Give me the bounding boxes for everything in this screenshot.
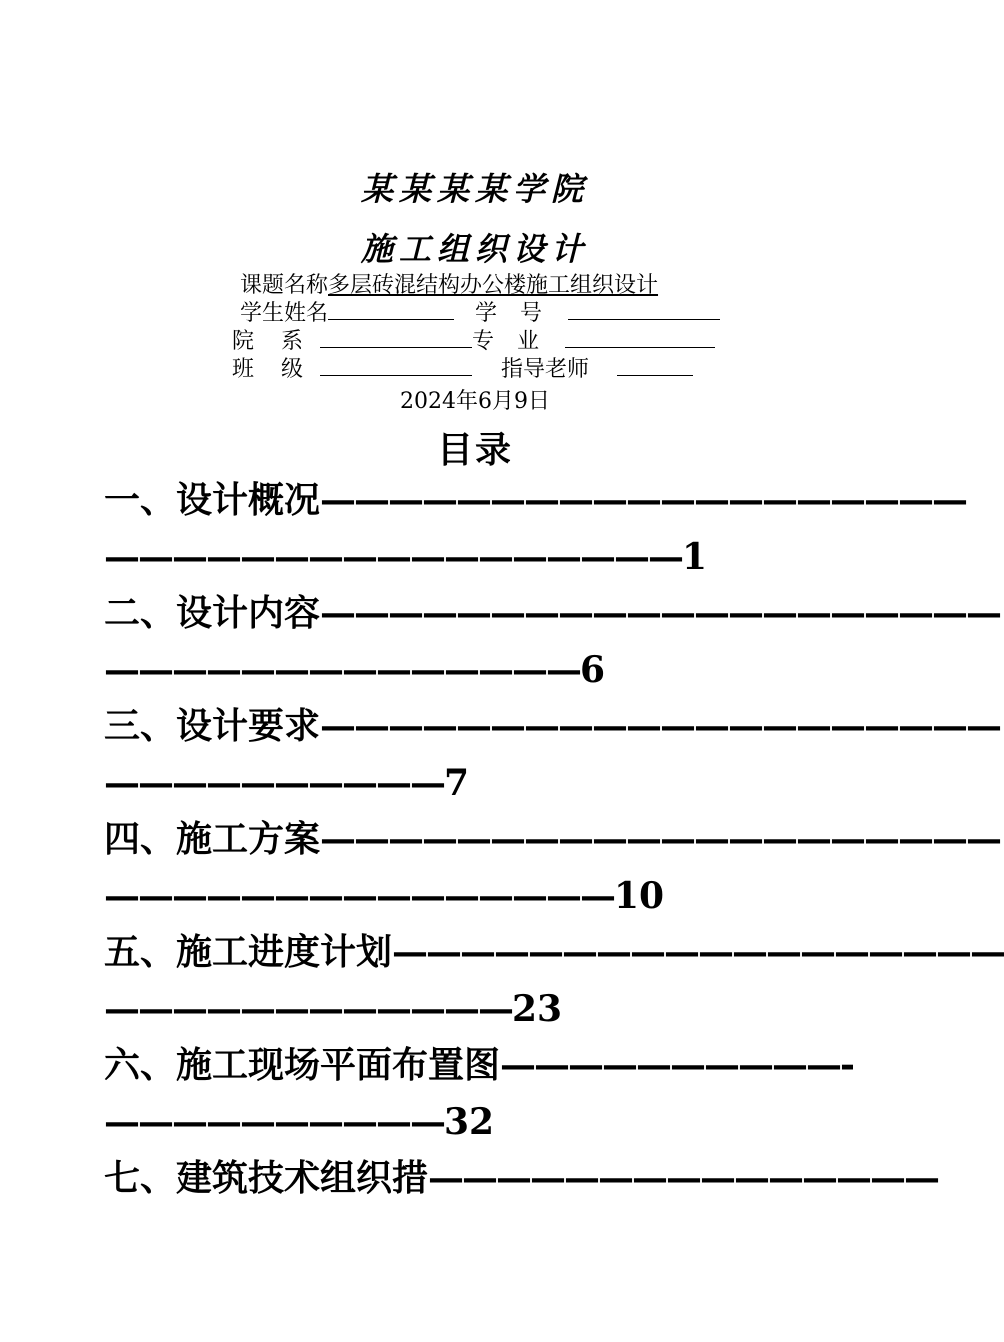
document-title: 施工组织设计	[360, 230, 589, 268]
toc-page-number: 1	[682, 535, 708, 578]
toc-entry-5-cont	[104, 981, 864, 1038]
dept-label: 院 系	[232, 329, 313, 354]
toc-entry-title: 六、施工现场平面布置图	[104, 1044, 501, 1086]
toc-leader: ————————————————————	[320, 705, 1001, 747]
toc-entry-3-line	[104, 698, 1001, 755]
dept-row	[232, 328, 715, 356]
toc-leader: ———————————————————	[320, 479, 967, 521]
toc-page-number: 7	[444, 761, 470, 804]
student-id-label: 学 号	[475, 301, 551, 326]
advisor-blank	[617, 357, 693, 376]
advisor-label: 指导老师	[501, 357, 590, 382]
toc-leader: ——————————	[104, 1100, 444, 1143]
toc-entry-title: 三、设计要求	[104, 705, 321, 747]
major-blank	[565, 329, 715, 348]
toc-leader: ———————————————	[428, 1157, 939, 1199]
toc-page-number: 32	[444, 1100, 495, 1143]
toc-page-number: 23	[512, 987, 563, 1030]
topic-label: 课题名称	[240, 273, 329, 298]
toc-leader: ——————————————————	[392, 931, 1004, 973]
toc-entry-2-line	[104, 585, 1001, 642]
toc-entry-title: 四、施工方案	[104, 818, 321, 860]
toc-entry-title: 七、建筑技术组织措	[104, 1157, 429, 1199]
toc-entry-7-line	[104, 1150, 939, 1207]
toc-heading: 目录	[436, 429, 513, 471]
toc-entry-title: 五、施工进度计划	[104, 931, 393, 973]
student-name-blank	[328, 301, 454, 320]
dept-blank	[320, 329, 472, 348]
major-label: 专 业	[472, 329, 547, 354]
toc-page-number: 10	[614, 874, 665, 917]
toc-entry-6-line	[104, 1037, 864, 1094]
toc-leader: ——————————	[104, 761, 444, 804]
student-name-label: 学生姓名	[240, 301, 329, 326]
toc-entry-6-cont	[104, 1094, 864, 1151]
table-of-contents	[104, 472, 1004, 1207]
toc-entry-title: 二、设计内容	[104, 592, 321, 634]
toc-leader: ———————————————	[104, 874, 614, 917]
topic-row	[240, 272, 658, 300]
class-blank	[320, 357, 472, 376]
toc-entry-2-cont	[104, 642, 864, 699]
class-label: 班 级	[232, 357, 313, 382]
topic-value: 多层砖混结构办公楼施工组织设计	[328, 273, 659, 298]
date: 2024年6月9日	[400, 389, 550, 414]
toc-entry-5-line	[104, 924, 1004, 981]
toc-leader: ——————————-	[500, 1044, 853, 1086]
toc-leader: ————————————	[104, 987, 512, 1030]
toc-entry-title: 一、设计概况	[104, 479, 321, 521]
toc-entry-4-line	[104, 811, 1001, 868]
toc-entry-3-cont	[104, 755, 864, 812]
toc-entry-4-cont	[104, 868, 864, 925]
toc-leader: ————————————————————	[320, 592, 1001, 634]
student-id-blank	[568, 301, 720, 320]
toc-entry-1-line	[104, 472, 967, 529]
toc-leader: ————————————————————	[320, 818, 1001, 860]
toc-leader: —————————————————	[104, 535, 682, 578]
student-row	[240, 300, 720, 328]
toc-entry-1-cont	[104, 529, 864, 586]
toc-leader: ——————————————	[104, 648, 580, 691]
class-row	[232, 356, 693, 384]
school-name: 某某某某学院	[360, 170, 589, 208]
toc-page-number: 6	[580, 648, 606, 691]
